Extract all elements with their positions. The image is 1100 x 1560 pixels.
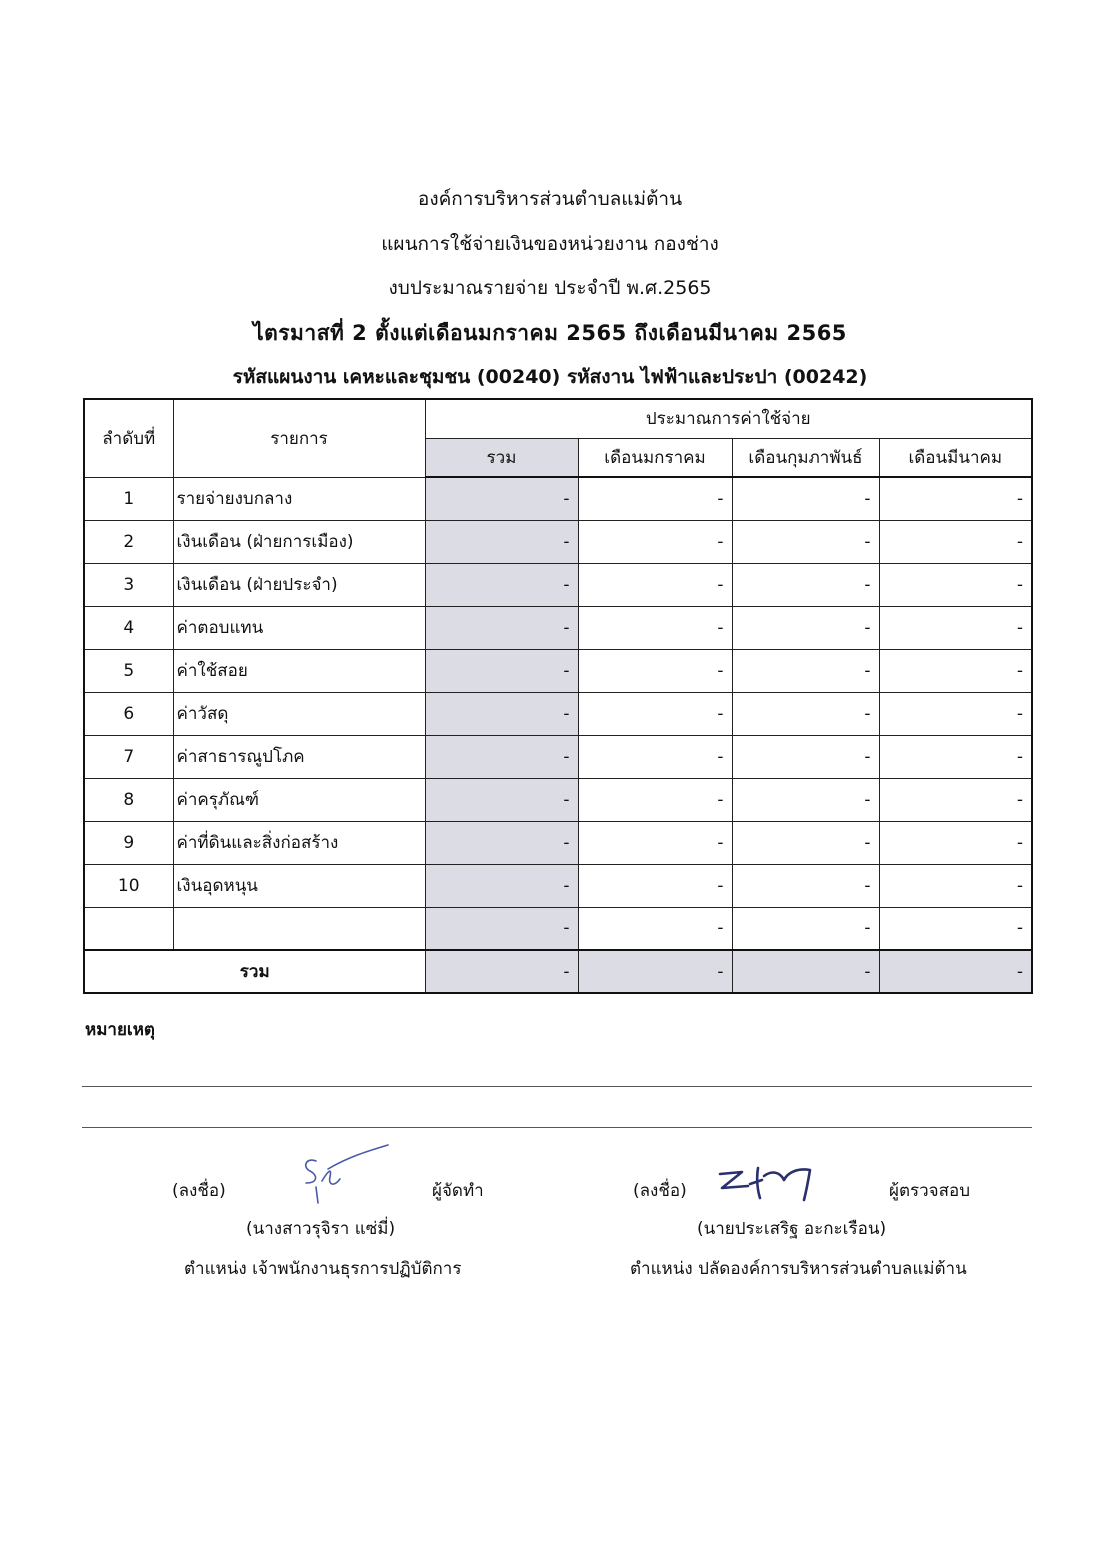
row-number: 3	[84, 563, 173, 606]
row-number: 7	[84, 735, 173, 778]
table-row	[84, 778, 1032, 821]
left-signer-name: (นางสาวรุจิรา แซ่มี่)	[246, 1219, 396, 1239]
col-header-march: เดือนมีนาคม	[879, 438, 1032, 477]
row-item: ค่าตอบแทน	[173, 606, 425, 649]
row-number: 1	[84, 477, 173, 520]
col-header-no: ลำดับที่	[84, 399, 173, 477]
row-item: ค่าใช้สอย	[173, 649, 425, 692]
row-january: -	[578, 907, 732, 950]
table-row	[84, 520, 1032, 563]
row-january: -	[578, 735, 732, 778]
row-march: -	[879, 563, 1032, 606]
remark-label: หมายเหตุ	[85, 1020, 155, 1040]
table-row	[84, 563, 1032, 606]
row-february: -	[732, 864, 879, 907]
row-item: ค่าวัสดุ	[173, 692, 425, 735]
row-january: -	[578, 649, 732, 692]
row-march: -	[879, 649, 1032, 692]
row-total: -	[425, 735, 578, 778]
budget-year: งบประมาณรายจ่าย ประจำปี พ.ศ.2565	[388, 277, 712, 299]
row-february: -	[732, 606, 879, 649]
row-february: -	[732, 477, 879, 520]
row-february: -	[732, 735, 879, 778]
row-february: -	[732, 907, 879, 950]
plan-codes: รหัสแผนงาน เคหะและชุมชน (00240) รหัสงาน ไฟฟ้าและประปา (00242)	[232, 366, 868, 388]
row-total: -	[425, 606, 578, 649]
plan-title: แผนการใช้จ่ายเงินของหน่วยงาน กองช่าง	[381, 233, 719, 255]
row-total: -	[425, 821, 578, 864]
total-sum: -	[425, 950, 578, 993]
left-signature	[288, 1143, 398, 1213]
row-item: เงินเดือน (ฝ่ายประจำ)	[173, 563, 425, 606]
left-role: ผู้จัดทำ	[432, 1181, 484, 1201]
row-item	[173, 907, 425, 950]
row-total: -	[425, 778, 578, 821]
row-january: -	[578, 864, 732, 907]
quarter-range: ไตรมาสที่ 2 ตั้งแต่เดือนมกราคม 2565 ถึงเดือนมีนาคม 2565	[253, 321, 847, 345]
row-item: เงินเดือน (ฝ่ายการเมือง)	[173, 520, 425, 563]
expense-plan-table	[83, 398, 1033, 994]
row-number: 4	[84, 606, 173, 649]
row-total: -	[425, 649, 578, 692]
row-march: -	[879, 907, 1032, 950]
col-header-january: เดือนมกราคม	[578, 438, 732, 477]
row-january: -	[578, 477, 732, 520]
col-header-item: รายการ	[173, 399, 425, 477]
table-row	[84, 864, 1032, 907]
row-january: -	[578, 692, 732, 735]
row-item: รายจ่ายงบกลาง	[173, 477, 425, 520]
total-february: -	[732, 950, 879, 993]
row-january: -	[578, 778, 732, 821]
row-number: 5	[84, 649, 173, 692]
row-march: -	[879, 778, 1032, 821]
row-item: ค่าที่ดินและสิ่งก่อสร้าง	[173, 821, 425, 864]
row-january: -	[578, 821, 732, 864]
row-item: ค่าสาธารณูปโภค	[173, 735, 425, 778]
col-header-february: เดือนกุมภาพันธ์	[732, 438, 879, 477]
table-row	[84, 692, 1032, 735]
row-total: -	[425, 477, 578, 520]
table-row	[84, 907, 1032, 950]
total-row	[84, 950, 1032, 993]
total-label: รวม	[84, 950, 425, 993]
row-item: เงินอุดหนุน	[173, 864, 425, 907]
row-february: -	[732, 692, 879, 735]
right-signature	[714, 1158, 824, 1218]
row-january: -	[578, 563, 732, 606]
row-march: -	[879, 864, 1032, 907]
row-number: 6	[84, 692, 173, 735]
row-march: -	[879, 520, 1032, 563]
row-february: -	[732, 821, 879, 864]
table-row	[84, 649, 1032, 692]
row-january: -	[578, 520, 732, 563]
col-header-estimate: ประมาณการค่าใช้จ่าย	[425, 399, 1032, 438]
row-january: -	[578, 606, 732, 649]
row-total: -	[425, 864, 578, 907]
row-number: 10	[84, 864, 173, 907]
right-role: ผู้ตรวจสอบ	[889, 1181, 971, 1201]
table-body	[84, 477, 1032, 950]
row-march: -	[879, 821, 1032, 864]
row-february: -	[732, 563, 879, 606]
row-march: -	[879, 735, 1032, 778]
row-total: -	[425, 692, 578, 735]
row-total: -	[425, 563, 578, 606]
row-march: -	[879, 692, 1032, 735]
row-number	[84, 907, 173, 950]
row-total: -	[425, 520, 578, 563]
row-march: -	[879, 477, 1032, 520]
table-row	[84, 606, 1032, 649]
right-signer-name: (นายประเสริฐ อะกะเรือน)	[697, 1219, 887, 1239]
remark-line-2	[82, 1127, 1032, 1128]
row-number: 8	[84, 778, 173, 821]
table-row	[84, 477, 1032, 520]
row-item: ค่าครุภัณฑ์	[173, 778, 425, 821]
row-march: -	[879, 606, 1032, 649]
total-march: -	[879, 950, 1032, 993]
row-february: -	[732, 520, 879, 563]
right-sign-label: (ลงชื่อ)	[633, 1181, 687, 1201]
right-signer-position: ตำแหน่ง ปลัดองค์การบริหารส่วนตำบลแม่ต้าน	[630, 1259, 967, 1279]
row-total: -	[425, 907, 578, 950]
total-january: -	[578, 950, 732, 993]
row-february: -	[732, 649, 879, 692]
row-number: 2	[84, 520, 173, 563]
left-signer-position: ตำแหน่ง เจ้าพนักงานธุรการปฏิบัติการ	[184, 1259, 462, 1279]
table-row	[84, 821, 1032, 864]
left-sign-label: (ลงชื่อ)	[172, 1181, 226, 1201]
row-february: -	[732, 778, 879, 821]
remark-line-1	[82, 1086, 1032, 1087]
org-title: องค์การบริหารส่วนตำบลแม่ต้าน	[417, 188, 683, 210]
col-header-total: รวม	[425, 438, 578, 477]
row-number: 9	[84, 821, 173, 864]
table-row	[84, 735, 1032, 778]
